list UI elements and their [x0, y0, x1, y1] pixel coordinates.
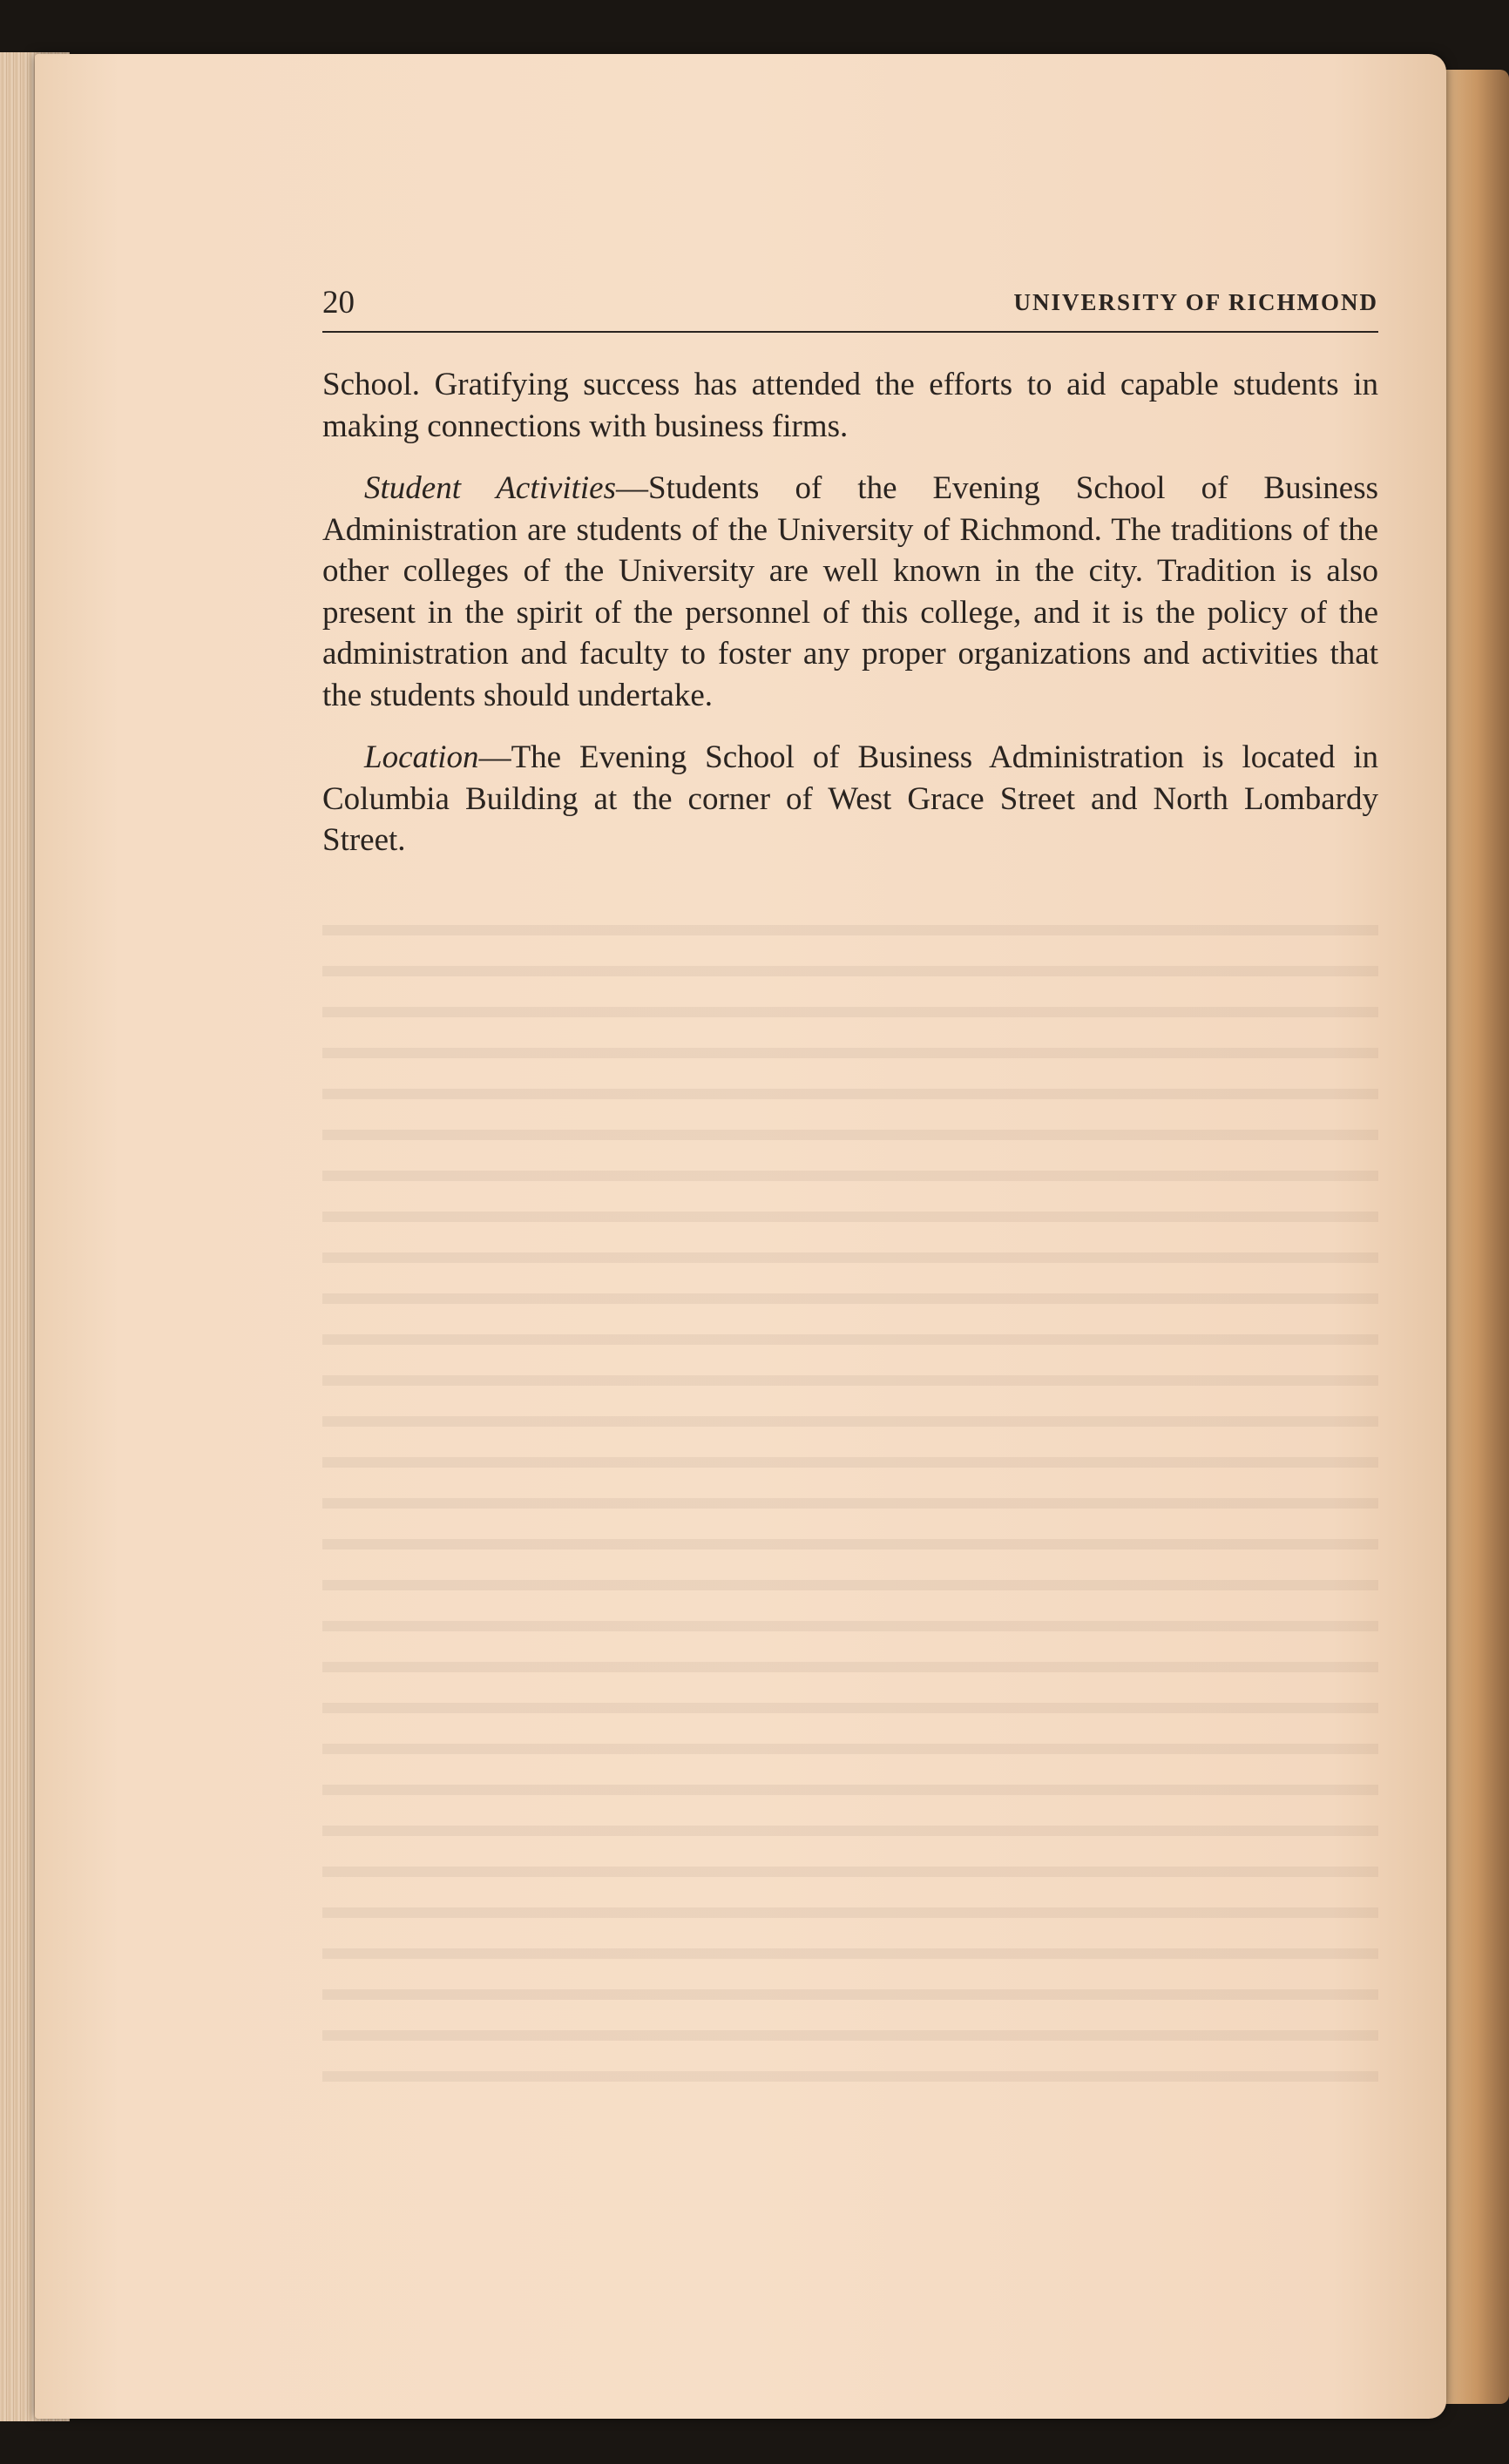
page-number: 20 — [322, 285, 355, 321]
paragraph-school — [322, 364, 1378, 447]
paragraph-text: School. Gratifying success has attended the efforts to aid capable students in making connections with business firms. — [322, 367, 1378, 444]
body-text — [322, 364, 1378, 882]
running-head: UNIVERSITY OF RICHMOND — [1013, 289, 1378, 315]
run-in-heading: Location — [364, 739, 479, 775]
paragraph-text: —The Evening School of Business Administration is located in Columbia Building at the corner of West Grace Street and North Lombardy Street. — [322, 739, 1378, 858]
paragraph-text: —Students of the Evening School of Business Administration are students of the University of Richmond. The traditions of the other colleges of the University are well known in the city. Tradition is also present in the spirit of the personnel of this college, and it is the policy of the administration and faculty to foster any proper organizations and activities that the students should undertake. — [322, 470, 1379, 713]
paragraph-location — [322, 737, 1378, 861]
paragraph-student-activities — [322, 468, 1378, 716]
page-header — [322, 280, 1378, 333]
show-through-text — [322, 906, 1378, 2090]
run-in-heading: Student Activities — [364, 470, 616, 506]
